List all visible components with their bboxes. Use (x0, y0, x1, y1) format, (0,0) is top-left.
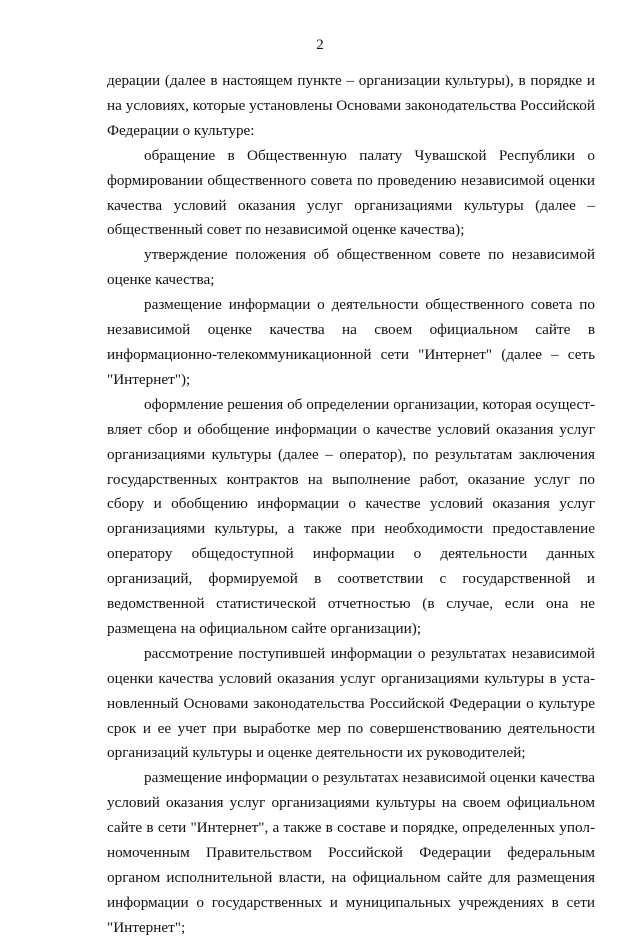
paragraph-results-publication: размещение информации о результатах независимой оценки качества условий оказания услуг организациями культуры на своем официальном сайте в сети "Интернет", а также в составе и порядке, определенных уполномоченным Правительством Российской Федерации федеральным органом исполнительной власти, на официальном сайте для размещения информации о государственных и муниципальных учреждениях в сети "Интернет"; (107, 769, 595, 936)
page-number: 2 (316, 37, 324, 53)
paragraph-results-review: рассмотрение поступившей информации о результатах независимой оценки качества условий оказания услуг организациями культуры в установленный Основами законодательства Российской Федерации о культуре срок и ее учет при выработке мер по совершенствованию деятельности организаций культуры и оценке деятельности их руководителей; (107, 644, 595, 762)
document-body (107, 69, 595, 941)
paragraph-operator-decision: оформление решения об определении организации, которая осуществляет сбор и обобщение информации о качестве условий оказания услуг организациями культуры (далее – оператор), по результатам заключения государственных контрактов на выполнение работ, оказание услуг по сбору и обобщению информации о качестве условий оказания услуг организациями культуры, а также при необходимости предоставление оператору общедоступной информации о деятельности данных организаций, формируемой в соответствии с государственной и ведомственной статистической отчетностью (в случае, если она не размещена на официальном сайте организации); (107, 395, 595, 637)
paragraph-continuation: дерации (далее в настоящем пункте – организации культуры), в порядке и на условиях, которые установлены Основами законодательства Российской Федерации о культуре: (107, 72, 595, 139)
paragraph-council-regulation: утверждение положения об общественном совете по независимой оценке качества; (107, 246, 595, 289)
paragraph-council-info-publication: размещение информации о деятельности общественного совета по независимой оценке качества на своем официальном сайте в информационно-телекоммуникационной сети "Интернет" (далее – сеть "Интернет"); (107, 296, 595, 388)
paragraph-public-chamber-request: обращение в Общественную палату Чувашской Республики о формировании общественного совета по проведению независимой оценки качества условий оказания услуг организациями культуры (далее – общественный совет по независимой оценке качества); (107, 146, 595, 239)
